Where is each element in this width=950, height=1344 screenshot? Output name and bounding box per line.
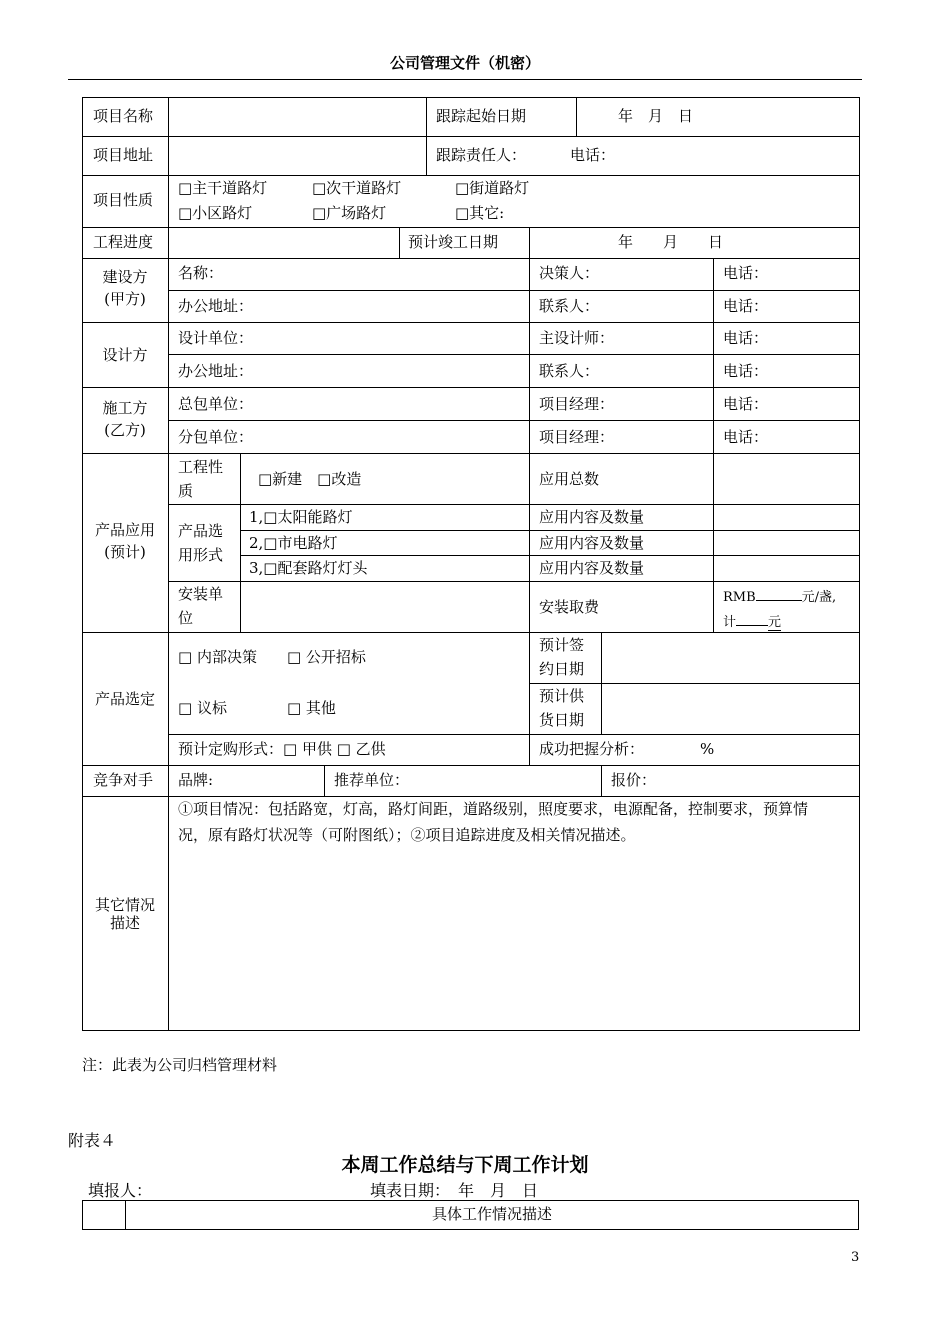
total-prefix: 计 xyxy=(723,615,737,630)
label-filler: 填报人： xyxy=(88,1181,153,1200)
eng-nature-options[interactable]: □新建 □改造 xyxy=(258,470,362,488)
other-line2: 描述 xyxy=(109,914,140,932)
label-general-contractor: 总包单位： xyxy=(178,395,254,413)
label-office-address: 办公地址： xyxy=(178,297,254,315)
eng-nature-line2: 质 xyxy=(178,482,194,500)
label-phone: 电话： xyxy=(570,146,616,164)
label-product-select: 产品选定 xyxy=(94,690,155,708)
percent-sign: % xyxy=(700,740,715,758)
selection-item[interactable]: 3,□配套路灯灯头 xyxy=(249,559,368,577)
selection-item[interactable]: 2,□市电路灯 xyxy=(249,534,338,552)
install-unit-line2: 位 xyxy=(178,609,194,627)
label-project-name: 项目名称 xyxy=(93,107,154,125)
col-line xyxy=(576,97,577,136)
party-a-line2: (甲方) xyxy=(104,290,146,308)
page-header: 公司管理文件（机密） xyxy=(389,54,540,72)
row-line xyxy=(82,632,860,633)
label-phone: 电话： xyxy=(723,264,769,282)
col-line xyxy=(168,97,169,1031)
label-name: 名称： xyxy=(178,264,224,282)
expected-supply-line1: 预计供 xyxy=(539,687,585,705)
nature-option[interactable]: □广场路灯 xyxy=(312,204,387,222)
label-app-content-qty: 应用内容及数量 xyxy=(539,508,645,526)
value-date-1: 年 月 日 xyxy=(618,107,694,125)
row-line xyxy=(82,796,860,797)
label-product-application xyxy=(82,521,168,561)
col-line xyxy=(529,453,530,632)
value-date-2: 年 月 日 xyxy=(618,233,724,251)
select-option-row2[interactable]: □ 议标 □ 其他 xyxy=(178,699,336,717)
expected-sign-line1: 预计签 xyxy=(539,636,585,654)
label-designer-party: 设计方 xyxy=(102,346,148,364)
label-phone: 电话： xyxy=(723,362,769,380)
label-phone: 电话： xyxy=(723,297,769,315)
product-app-line1: 产品应用 xyxy=(94,521,155,539)
col-line xyxy=(529,632,530,765)
row-line xyxy=(168,420,860,421)
label-app-total: 应用总数 xyxy=(539,470,600,488)
expected-supply-line2: 货日期 xyxy=(539,711,585,729)
nature-option[interactable]: □次干道路灯 xyxy=(312,179,402,197)
total-blank[interactable] xyxy=(736,611,768,626)
label-design-unit: 设计单位： xyxy=(178,329,254,347)
row-line xyxy=(168,354,860,355)
label-project-manager: 项目经理： xyxy=(539,395,615,413)
col-line xyxy=(240,453,241,632)
label-progress: 工程进度 xyxy=(93,233,154,251)
row-line xyxy=(168,290,860,291)
label-expected-supply-date xyxy=(539,687,584,729)
selection-line1: 产品选 xyxy=(178,522,224,540)
eng-nature-line1: 工程性 xyxy=(178,458,224,476)
col-line xyxy=(399,227,400,258)
label-engineering-nature xyxy=(178,458,223,500)
purchase-form[interactable]: 预计定购形式：□ 甲供 □ 乙供 xyxy=(178,740,386,758)
label-install-fee: 安装取费 xyxy=(539,598,600,616)
row-line xyxy=(82,322,860,323)
party-b-line1: 施工方 xyxy=(102,399,148,417)
label-fill-date: 填表日期： 年 月 日 xyxy=(370,1181,539,1200)
label-office-address: 办公地址： xyxy=(178,362,254,380)
label-quote: 报价： xyxy=(611,771,657,789)
row-line xyxy=(82,258,860,259)
row-line xyxy=(82,227,860,228)
appendix-label: 附表４ xyxy=(68,1131,117,1150)
row-line xyxy=(168,504,860,505)
label-app-content-qty: 应用内容及数量 xyxy=(539,559,645,577)
label-other-desc xyxy=(82,896,168,932)
selection-line2: 用形式 xyxy=(178,546,224,564)
label-party-b xyxy=(82,399,168,439)
col-line xyxy=(713,258,714,453)
label-success-analysis: 成功把握分析： xyxy=(539,740,645,758)
label-track-owner: 跟踪责任人： xyxy=(436,146,527,164)
col-line xyxy=(529,258,530,453)
label-brand: 品牌: xyxy=(178,771,214,789)
label-expected-completion: 预计竣工日期 xyxy=(408,233,499,251)
row-line xyxy=(82,765,860,766)
col-line xyxy=(426,97,427,175)
row-line xyxy=(529,683,860,684)
other-desc-text-line2: 况，原有路灯状况等（可附图纸）；②项目追踪进度及相关情况描述。 xyxy=(178,826,636,844)
rmb-prefix: RMB xyxy=(723,590,756,605)
page-number: 3 xyxy=(851,1250,860,1265)
row-line xyxy=(240,530,860,531)
label-decision-maker: 决策人： xyxy=(539,264,600,282)
row-line xyxy=(168,581,860,582)
select-option-row1[interactable]: □ 内部决策 □ 公开招标 xyxy=(178,648,366,666)
install-fee-per-lamp xyxy=(723,586,836,607)
label-chief-designer: 主设计师： xyxy=(539,329,615,347)
nature-option[interactable]: □小区路灯 xyxy=(178,204,253,222)
row-line xyxy=(82,387,860,388)
other-desc-text-line1: ①项目情况：包括路宽，灯高，路灯间距，道路级别，照度要求，电源配备，控制要求，预算情 xyxy=(178,800,809,818)
col-line xyxy=(324,765,325,796)
row-line xyxy=(82,136,860,137)
weekly-plan-title: 本周工作总结与下周工作计划 xyxy=(341,1154,589,1176)
label-sub-contractor: 分包单位： xyxy=(178,428,254,446)
nature-option[interactable]: □街道路灯 xyxy=(455,179,530,197)
label-phone: 电话： xyxy=(723,329,769,347)
install-fee-total xyxy=(723,611,781,632)
label-party-a xyxy=(82,268,168,308)
rmb-blank[interactable] xyxy=(756,586,802,601)
other-line1: 其它情况 xyxy=(94,896,155,914)
nature-option[interactable]: □其它: xyxy=(455,204,505,222)
label-project-nature: 项目性质 xyxy=(93,191,154,209)
col-line xyxy=(529,227,530,258)
rmb-suffix: 元/盏, xyxy=(801,590,837,605)
col-line xyxy=(713,453,714,632)
party-b-line2: (乙方) xyxy=(104,421,146,439)
archive-note: 注：此表为公司归档管理材料 xyxy=(82,1056,278,1074)
label-project-address: 项目地址 xyxy=(93,146,154,164)
row-line xyxy=(82,175,860,176)
label-phone: 电话： xyxy=(723,395,769,413)
row-line xyxy=(82,453,860,454)
nature-option[interactable]: □主干道路灯 xyxy=(178,179,268,197)
product-app-line2: (预计) xyxy=(104,543,146,561)
label-selection-form xyxy=(178,522,223,564)
party-a-line1: 建设方 xyxy=(102,268,148,286)
expected-sign-line2: 约日期 xyxy=(539,660,585,678)
label-phone: 电话： xyxy=(723,428,769,446)
label-competitor: 竞争对手 xyxy=(93,771,154,789)
total-suffix: 元 xyxy=(768,615,782,630)
label-install-unit xyxy=(178,585,223,627)
row-line xyxy=(240,555,860,556)
col-line xyxy=(601,765,602,796)
label-track-start-date: 跟踪起始日期 xyxy=(436,107,527,125)
label-contact: 联系人： xyxy=(539,362,600,380)
selection-item[interactable]: 1,□太阳能路灯 xyxy=(249,508,353,526)
label-recommend-unit: 推荐单位： xyxy=(334,771,410,789)
label-expected-sign-date xyxy=(539,636,584,678)
label-app-content-qty: 应用内容及数量 xyxy=(539,534,645,552)
install-unit-line1: 安装单 xyxy=(178,585,224,603)
weekly-table-header: 具体工作情况描述 xyxy=(431,1205,552,1223)
label-contact: 联系人： xyxy=(539,297,600,315)
header-rule xyxy=(68,79,862,80)
label-project-manager: 项目经理： xyxy=(539,428,615,446)
col-line xyxy=(601,632,602,734)
row-line xyxy=(168,734,860,735)
